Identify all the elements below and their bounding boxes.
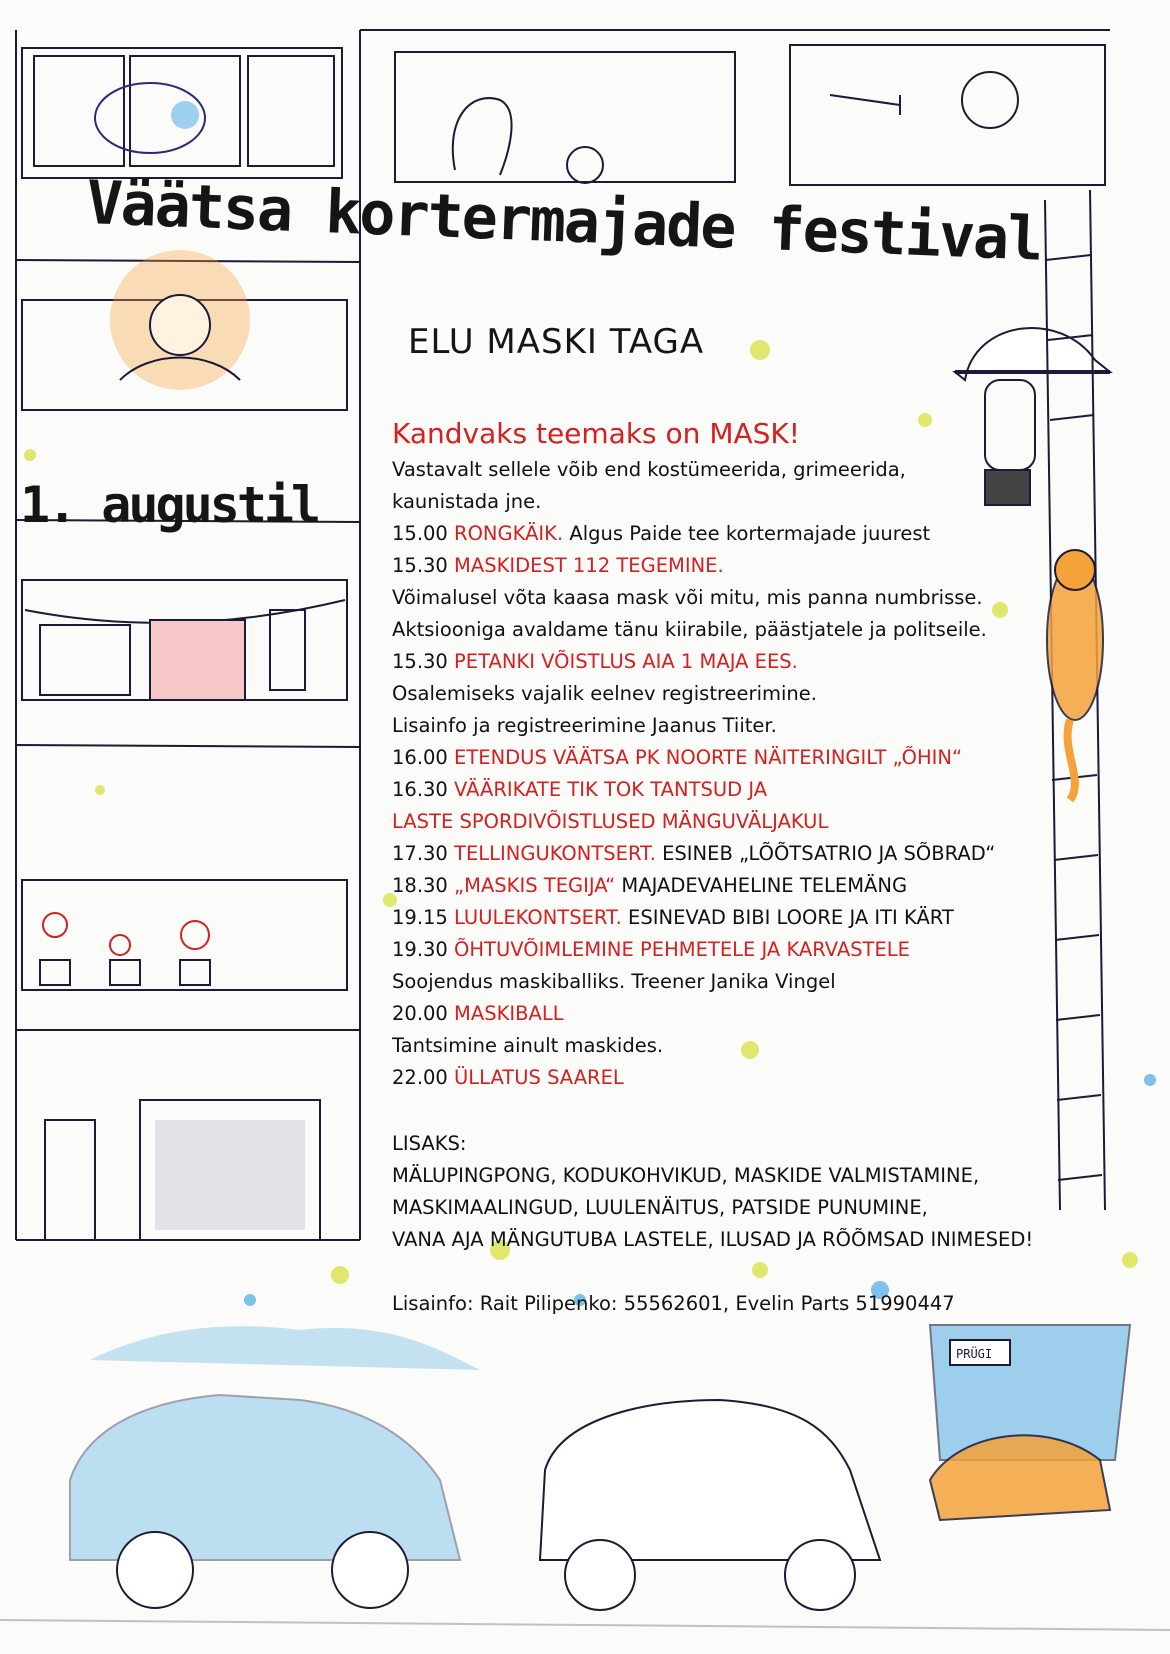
door — [45, 1100, 320, 1240]
schedule-event: ÕHTUVÕIMLEMINE PEHMETELE JA KARVASTELE — [454, 938, 910, 961]
schedule-time: 15.30 — [392, 554, 448, 577]
program-text — [392, 414, 1092, 1320]
schedule-time: 18.30 — [392, 874, 448, 897]
schedule-row — [392, 998, 1092, 1030]
schedule-row — [392, 1030, 1092, 1062]
schedule-detail: Lisainfo ja registreerimine Jaanus Tiiter. — [392, 714, 777, 737]
schedule-detail: Võimalusel võta kaasa mask või mitu, mis panna numbrisse. — [392, 586, 983, 609]
schedule-row — [392, 742, 1092, 774]
window-top-middle — [395, 52, 735, 183]
schedule-time: 22.00 — [392, 1066, 448, 1089]
schedule-row — [392, 870, 1092, 902]
festival-date: 1. augustil — [20, 476, 319, 534]
schedule-event: LASTE SPORDIVÕISTLUSED MÄNGUVÄLJAKUL — [392, 810, 829, 833]
schedule-detail: Aktsiooniga avaldame tänu kiirabile, päästjatele ja politseile. — [392, 618, 987, 641]
schedule-row — [392, 518, 1092, 550]
schedule-row — [392, 902, 1092, 934]
extras-line: MASKIMAALINGUD, LUULENÄITUS, PATSIDE PUNUMINE, — [392, 1196, 928, 1219]
schedule-time: 16.00 — [392, 746, 448, 769]
window-top-left — [22, 48, 342, 178]
extras-heading: LISAKS: — [392, 1132, 467, 1155]
festival-title: Väätsa kortermajade festival — [85, 168, 1043, 275]
schedule-row — [392, 710, 1092, 742]
bin-label: PRÜGI — [956, 1347, 993, 1361]
schedule-time: 15.30 — [392, 650, 448, 673]
schedule-time: 17.30 — [392, 842, 448, 865]
schedule-event: PETANKI VÕISTLUS AIA 1 MAJA EES. — [454, 650, 798, 673]
schedule-detail: Algus Paide tee kortermajade juurest — [563, 522, 931, 545]
schedule-time: 16.30 — [392, 778, 448, 801]
schedule-detail: Tantsimine ainult maskides. — [392, 1034, 664, 1057]
window-top-right — [790, 45, 1105, 185]
schedule-row — [392, 1062, 1092, 1094]
schedule-row — [392, 934, 1092, 966]
schedule-row — [392, 646, 1092, 678]
intro-line: kaunistada jne. — [392, 490, 542, 513]
schedule-detail: Soojendus maskiballiks. Treener Janika Vingel — [392, 970, 836, 993]
schedule-detail: MAJADEVAHELINE TELEMÄNG — [615, 874, 908, 897]
theme-heading: Kandvaks teemaks on MASK! — [392, 417, 800, 450]
schedule-detail: ESINEB „LÕÕTSATRIO JA SÕBRAD“ — [655, 842, 996, 865]
window-flowers — [22, 880, 347, 990]
schedule-row — [392, 550, 1092, 582]
street-scene — [0, 1325, 1170, 1630]
schedule-list — [392, 518, 1092, 1094]
schedule-row — [392, 966, 1092, 998]
schedule-row — [392, 774, 1092, 806]
schedule-row — [392, 838, 1092, 870]
extras-line: MÄLUPINGPONG, KODUKOHVIKUD, MASKIDE VALMISTAMINE, — [392, 1164, 980, 1187]
schedule-event: VÄÄRIKATE TIK TOK TANTSUD JA — [454, 778, 768, 801]
schedule-row — [392, 614, 1092, 646]
schedule-time: 20.00 — [392, 1002, 448, 1025]
schedule-time: 19.15 — [392, 906, 448, 929]
schedule-detail: ESINEVAD BIBI LOORE JA ITI KÄRT — [621, 906, 954, 929]
schedule-detail: Osalemiseks vajalik eelnev registreerimine. — [392, 682, 817, 705]
schedule-event: TELLINGUKONTSERT. — [454, 842, 656, 865]
window-orange-hair-woman — [22, 250, 347, 410]
intro-line: Vastavalt sellele võib end kostümeerida, grimeerida, — [392, 458, 906, 481]
schedule-event: RONGKÄIK. — [454, 522, 564, 545]
schedule-event: „MASKIS TEGIJA“ — [454, 874, 616, 897]
schedule-time: 15.00 — [392, 522, 448, 545]
festival-subtitle: ELU MASKI TAGA — [408, 322, 705, 362]
schedule-row — [392, 806, 1092, 838]
schedule-row — [392, 582, 1092, 614]
schedule-time: 19.30 — [392, 938, 448, 961]
schedule-event: MASKIDEST 112 TEGEMINE. — [454, 554, 724, 577]
window-laundry — [22, 580, 347, 700]
schedule-event: ETENDUS VÄÄTSA PK NOORTE NÄITERINGILT „ÕHIN“ — [454, 746, 963, 769]
extras-line: VANA AJA MÄNGUTUBA LASTELE, ILUSAD JA RÕÕMSAD INIMESED! — [392, 1228, 1034, 1251]
schedule-event: LUULEKONTSERT. — [454, 906, 622, 929]
schedule-event: ÜLLATUS SAAREL — [454, 1066, 624, 1089]
schedule-row — [392, 678, 1092, 710]
contact-info: Lisainfo: Rait Pilipenko: 55562601, Evelin Parts 51990447 — [392, 1292, 955, 1315]
schedule-event: MASKIBALL — [454, 1002, 564, 1025]
